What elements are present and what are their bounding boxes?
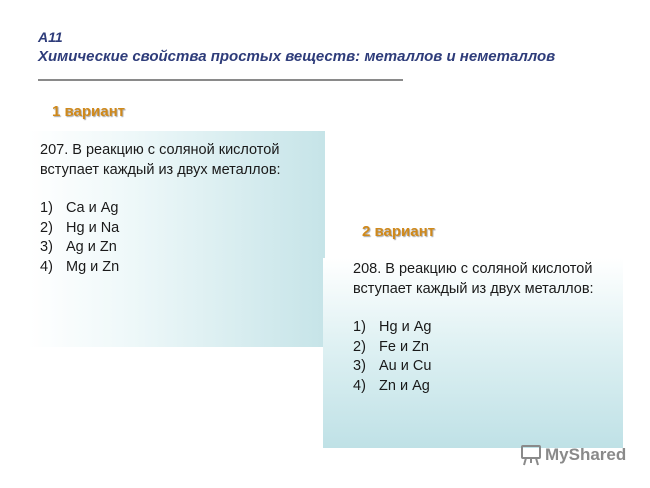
- variant-2-card: [323, 258, 623, 448]
- variant-2-option-2: [353, 338, 613, 358]
- option-number: 1): [40, 200, 53, 216]
- variant-1-option-3: [40, 238, 315, 258]
- slide-title: Химические свойства простых веществ: металлов и неметаллов: [38, 48, 556, 65]
- variant-1-question: 207. В реакцию с соляной кислотой вступает каждый из двух металлов:: [40, 142, 281, 178]
- variant-1-option-2: [40, 219, 315, 239]
- variant-2-option-1: [353, 318, 613, 338]
- option-number: 2): [40, 219, 53, 236]
- variant-2-option-4: [353, 377, 613, 397]
- variant-2-label: 2 вариант: [362, 223, 436, 240]
- option-text: Zn и Ag: [379, 377, 430, 394]
- variant-1-option-4: [40, 258, 315, 278]
- variant-1-card: [28, 131, 325, 347]
- option-text: Mg и Zn: [66, 258, 120, 275]
- title-divider: [38, 79, 403, 81]
- option-number: 2): [353, 338, 366, 355]
- option-text: Au и Cu: [379, 358, 432, 374]
- option-text: Fe и Zn: [379, 338, 429, 355]
- option-text: Hg и Na: [66, 219, 120, 236]
- option-text: Hg и Ag: [379, 319, 432, 335]
- variant-1-option-1: [40, 199, 315, 219]
- variant-2-question: 208. В реакцию с соляной кислотой вступает каждый из двух металлов:: [353, 261, 594, 297]
- presentation-board-icon: [520, 444, 542, 466]
- watermark-text: MyShared: [545, 445, 627, 464]
- slide-code: А11: [38, 29, 63, 45]
- option-text: Ca и Ag: [66, 200, 119, 216]
- option-number: 4): [40, 258, 53, 275]
- watermark: [520, 444, 626, 466]
- option-number: 3): [353, 358, 366, 374]
- option-number: 1): [353, 319, 366, 335]
- option-number: 4): [353, 377, 366, 394]
- variant-1-label: 1 вариант: [52, 103, 126, 120]
- variant-2-option-3: [353, 357, 613, 377]
- option-text: Ag и Zn: [66, 239, 117, 255]
- variant-2-options: [353, 318, 613, 396]
- variant-1-options: [40, 199, 315, 277]
- option-number: 3): [40, 239, 53, 255]
